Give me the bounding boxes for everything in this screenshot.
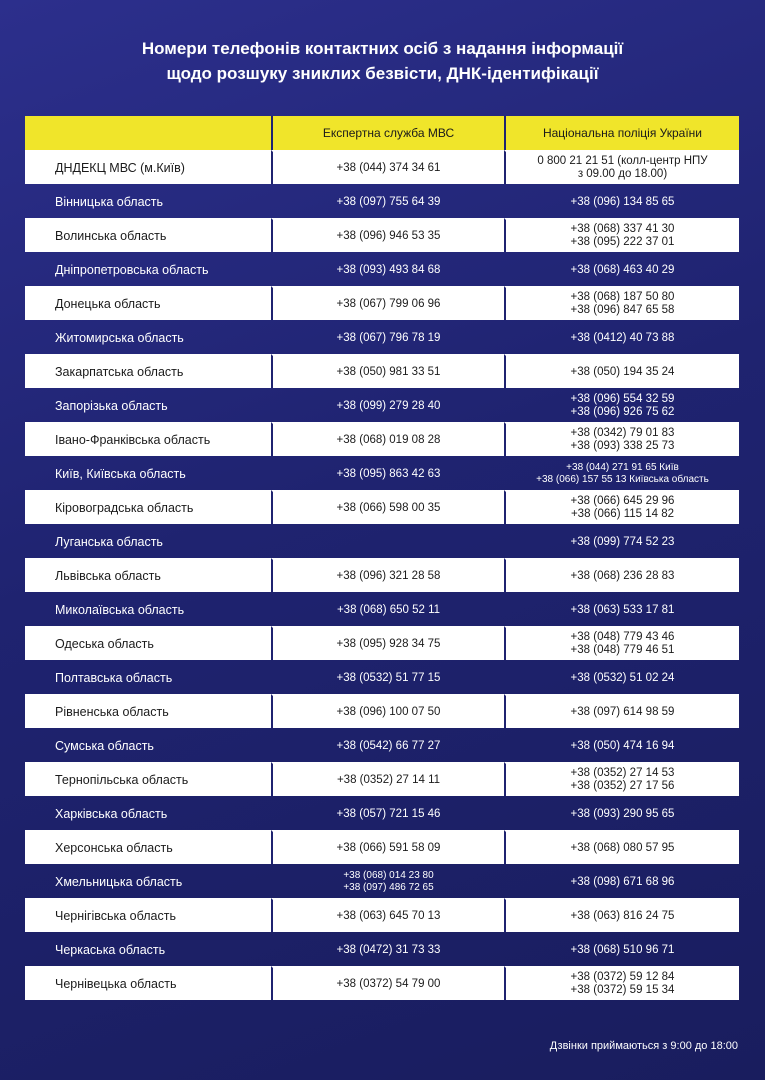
mvs-phone-cell <box>271 762 504 796</box>
mvs-phone: +38 (050) 981 33 51 <box>336 365 441 378</box>
mvs-phone: +38 (097) 755 64 39 <box>336 195 441 208</box>
table-row <box>25 864 739 898</box>
table-row <box>25 966 739 1000</box>
npu-phone: +38 (044) 271 91 65 Київ <box>566 462 679 473</box>
footer-note: Дзвінки приймаються з 9:00 до 18:00 <box>549 1040 738 1052</box>
npu-phone: +38 (063) 816 24 75 <box>570 909 675 922</box>
npu-phone: +38 (097) 614 98 59 <box>570 705 675 718</box>
mvs-phone-cell <box>271 728 504 762</box>
contacts-table <box>25 116 739 1000</box>
region-name: Львівська область <box>25 558 271 592</box>
mvs-phone: +38 (097) 486 72 65 <box>343 882 434 893</box>
table-row <box>25 388 739 422</box>
region-name: Вінницька область <box>55 195 164 209</box>
npu-phone: +38 (063) 533 17 81 <box>570 603 675 616</box>
npu-phone-cell <box>504 626 739 660</box>
mvs-phone: +38 (067) 799 06 96 <box>336 297 441 310</box>
mvs-phone: +38 (0542) 66 77 27 <box>336 739 441 752</box>
npu-phone-cell <box>504 218 739 252</box>
region-name: Хмельницька область <box>55 875 183 889</box>
mvs-phone: +38 (0352) 27 14 11 <box>336 773 441 786</box>
npu-phone-cell <box>504 320 739 354</box>
mvs-phone: +38 (066) 598 00 35 <box>336 501 441 514</box>
mvs-phone-cell <box>271 456 504 490</box>
mvs-phone: +38 (066) 591 58 09 <box>336 841 441 854</box>
mvs-phone: +38 (044) 374 34 61 <box>336 161 441 174</box>
mvs-phone-cell <box>271 218 504 252</box>
table-row <box>25 898 739 932</box>
mvs-phone-cell <box>271 286 504 320</box>
npu-phone: +38 (068) 510 96 71 <box>570 943 675 956</box>
region-name: Луганська область <box>55 535 163 549</box>
npu-phone: +38 (048) 779 46 51 <box>570 644 675 656</box>
npu-phone-cell <box>504 830 739 864</box>
npu-phone: +38 (068) 337 41 30 <box>570 223 675 235</box>
mvs-phone-cell <box>271 422 504 456</box>
npu-phone-cell <box>504 184 739 218</box>
region-name: Одеська область <box>25 626 271 660</box>
npu-phone: +38 (096) 554 32 59 <box>570 393 675 405</box>
npu-phone-cell <box>504 252 739 286</box>
npu-phone: 0 800 21 21 51 (колл-центр НПУ <box>537 155 708 167</box>
title-line-2: щодо розшуку зниклих безвісти, ДНК-ідентифікації <box>166 64 599 83</box>
npu-phone-cell <box>504 456 739 490</box>
mvs-phone: +38 (099) 279 28 40 <box>336 399 441 412</box>
region-name: Київ, Київська область <box>55 467 186 481</box>
table-row <box>25 932 739 966</box>
region-name: Рівненська область <box>25 694 271 728</box>
mvs-phone: +38 (0472) 31 73 33 <box>336 943 441 956</box>
table-row <box>25 286 739 320</box>
npu-phone: +38 (050) 194 35 24 <box>570 365 675 378</box>
region-name: Миколаївська область <box>55 603 185 617</box>
npu-phone: +38 (095) 222 37 01 <box>570 236 675 248</box>
mvs-phone: +38 (095) 863 42 63 <box>336 467 441 480</box>
mvs-phone-cell <box>271 966 504 1000</box>
npu-phone: +38 (068) 236 28 83 <box>570 569 675 582</box>
region-name: Харківська область <box>55 807 168 821</box>
npu-phone-cell <box>504 524 739 558</box>
npu-phone: +38 (0532) 51 02 24 <box>570 671 675 684</box>
table-row <box>25 252 739 286</box>
mvs-phone-cell <box>271 592 504 626</box>
mvs-phone-cell <box>271 184 504 218</box>
table-row <box>25 524 739 558</box>
npu-phone-cell <box>504 558 739 592</box>
npu-phone-cell <box>504 150 739 184</box>
npu-phone: +38 (0412) 40 73 88 <box>570 331 675 344</box>
mvs-phone: +38 (096) 100 07 50 <box>336 705 441 718</box>
npu-phone: +38 (093) 338 25 73 <box>570 440 675 452</box>
npu-phone: +38 (093) 290 95 65 <box>570 807 675 820</box>
mvs-phone: +38 (093) 493 84 68 <box>336 263 441 276</box>
mvs-phone: +38 (096) 946 53 35 <box>336 229 441 242</box>
npu-phone-cell <box>504 898 739 932</box>
mvs-phone: +38 (095) 928 34 75 <box>336 637 441 650</box>
npu-phone: +38 (096) 926 75 62 <box>570 406 675 418</box>
region-name: Сумська область <box>55 739 154 753</box>
mvs-phone-cell <box>271 660 504 694</box>
npu-phone-cell <box>504 286 739 320</box>
region-name: Житомирська область <box>55 331 184 345</box>
table-row <box>25 626 739 660</box>
region-name: ДНДЕКЦ МВС (м.Київ) <box>25 150 271 184</box>
npu-phone: +38 (098) 671 68 96 <box>570 875 675 888</box>
table-row <box>25 218 739 252</box>
region-name: Кіровоградська область <box>25 490 271 524</box>
region-name: Донецька область <box>25 286 271 320</box>
header-npu: Національна поліція України <box>504 116 739 150</box>
npu-phone: +38 (0372) 59 15 34 <box>570 984 675 996</box>
mvs-phone-cell <box>271 694 504 728</box>
table-row <box>25 490 739 524</box>
npu-phone: +38 (0372) 59 12 84 <box>570 971 675 983</box>
npu-phone: +38 (0352) 27 17 56 <box>570 780 675 792</box>
npu-phone-cell <box>504 762 739 796</box>
npu-phone-cell <box>504 422 739 456</box>
npu-phone: +38 (050) 474 16 94 <box>570 739 675 752</box>
region-name: Чернівецька область <box>25 966 271 1000</box>
npu-phone-cell <box>504 694 739 728</box>
mvs-phone: +38 (096) 321 28 58 <box>336 569 441 582</box>
mvs-phone-cell <box>271 558 504 592</box>
mvs-phone-cell <box>271 830 504 864</box>
table-row <box>25 456 739 490</box>
region-name: Херсонська область <box>25 830 271 864</box>
mvs-phone-cell <box>271 388 504 422</box>
npu-phone-cell <box>504 864 739 898</box>
mvs-phone-cell <box>271 354 504 388</box>
region-name: Запорізька область <box>55 399 168 413</box>
npu-phone-cell <box>504 796 739 830</box>
title-line-1: Номери телефонів контактних осіб з надання інформації <box>141 39 624 58</box>
table-row <box>25 320 739 354</box>
mvs-phone-cell <box>271 864 504 898</box>
region-name: Волинська область <box>25 218 271 252</box>
npu-phone: +38 (068) 187 50 80 <box>570 291 675 303</box>
npu-phone: з 09.00 до 18.00) <box>577 168 668 180</box>
mvs-phone-cell <box>271 626 504 660</box>
mvs-phone: +38 (068) 650 52 11 <box>336 603 441 616</box>
mvs-phone: +38 (0532) 51 77 15 <box>336 671 441 684</box>
table-row <box>25 762 739 796</box>
table-row <box>25 694 739 728</box>
npu-phone-cell <box>504 932 739 966</box>
npu-phone: +38 (096) 847 65 58 <box>570 304 675 316</box>
region-name: Закарпатська область <box>25 354 271 388</box>
npu-phone-cell <box>504 388 739 422</box>
mvs-phone-cell <box>271 932 504 966</box>
region-name: Черкаська область <box>55 943 166 957</box>
region-name: Чернігівська область <box>25 898 271 932</box>
table-row <box>25 184 739 218</box>
npu-phone: +38 (068) 463 40 29 <box>570 263 675 276</box>
table-header-row <box>25 116 739 150</box>
mvs-phone: +38 (068) 019 08 28 <box>336 433 441 446</box>
npu-phone: +38 (066) 115 14 82 <box>570 508 675 520</box>
mvs-phone-cell <box>271 150 504 184</box>
npu-phone: +38 (066) 645 29 96 <box>570 495 675 507</box>
table-row <box>25 354 739 388</box>
npu-phone: +38 (068) 080 57 95 <box>570 841 675 854</box>
header-region <box>25 116 271 150</box>
table-row <box>25 830 739 864</box>
npu-phone: +38 (096) 134 85 65 <box>570 195 675 208</box>
npu-phone-cell <box>504 728 739 762</box>
npu-phone-cell <box>504 490 739 524</box>
mvs-phone-cell <box>271 796 504 830</box>
mvs-phone-cell <box>271 898 504 932</box>
table-row <box>25 796 739 830</box>
mvs-phone-cell <box>271 252 504 286</box>
npu-phone: +38 (066) 157 55 13 Київська область <box>536 474 709 485</box>
region-name: Івано-Франківська область <box>25 422 271 456</box>
npu-phone: +38 (0342) 79 01 83 <box>570 427 675 439</box>
table-row <box>25 558 739 592</box>
header-mvs: Експертна служба МВС <box>271 116 504 150</box>
table-row <box>25 728 739 762</box>
region-name: Дніпропетровська область <box>55 263 209 277</box>
table-row <box>25 422 739 456</box>
mvs-phone-cell <box>271 490 504 524</box>
npu-phone-cell <box>504 660 739 694</box>
table-row <box>25 660 739 694</box>
mvs-phone-cell <box>271 320 504 354</box>
npu-phone: +38 (048) 779 43 46 <box>570 631 675 643</box>
mvs-phone-cell <box>271 524 504 558</box>
mvs-phone: +38 (057) 721 15 46 <box>336 807 441 820</box>
mvs-phone: +38 (067) 796 78 19 <box>336 331 441 344</box>
npu-phone-cell <box>504 354 739 388</box>
npu-phone: +38 (099) 774 52 23 <box>570 535 675 548</box>
npu-phone-cell <box>504 592 739 626</box>
npu-phone: +38 (0352) 27 14 53 <box>570 767 675 779</box>
mvs-phone: +38 (063) 645 70 13 <box>336 909 441 922</box>
table-row <box>25 150 739 184</box>
region-name: Полтавська область <box>55 671 173 685</box>
mvs-phone: +38 (0372) 54 79 00 <box>336 977 441 990</box>
region-name: Тернопільська область <box>25 762 271 796</box>
table-row <box>25 592 739 626</box>
npu-phone-cell <box>504 966 739 1000</box>
mvs-phone: +38 (068) 014 23 80 <box>343 870 434 881</box>
page-title <box>0 36 765 86</box>
